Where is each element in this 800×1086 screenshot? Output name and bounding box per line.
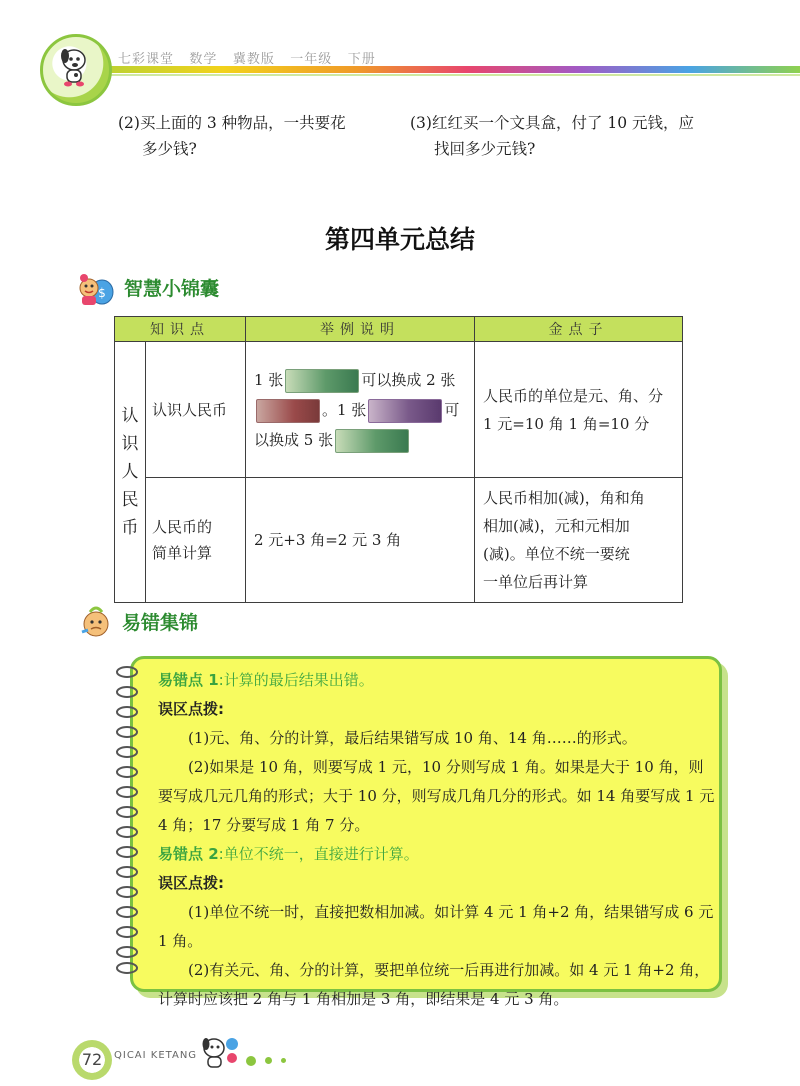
question-2-line1: (2)买上面的 3 种物品，一共要花 (118, 114, 346, 132)
table-row (115, 342, 683, 478)
tip-cell (475, 342, 683, 478)
mistake-point-1: 易错点 1:计算的最后结果出错。 (158, 671, 374, 689)
example-text: 。1 张 (322, 400, 367, 419)
mistake-label: 易错点 2 (158, 845, 219, 863)
spiral-binding-icon (112, 664, 142, 974)
page-number: 72 (72, 1040, 112, 1080)
category-char: 识 (121, 434, 139, 454)
tip-heading: 误区点拨: (158, 874, 224, 892)
example-calc: 2 元+3 角=2 元 3 角 (246, 478, 475, 603)
tip-line: 一单位后再计算 (483, 573, 589, 591)
tip-paragraph: (1)元、角、分的计算，最后结果错写成 10 角、14 角……的形式。 (188, 729, 637, 747)
header-rainbow-bar (60, 66, 800, 73)
question-2 (118, 110, 378, 162)
header-tips: 金点子 (475, 317, 683, 342)
thinking-face-icon (76, 602, 116, 642)
header-grade: 一年级 (290, 52, 333, 67)
question-3-line2: 找回多少元钱? (434, 140, 536, 158)
mistake-label: 易错点 1 (158, 671, 219, 689)
tip-line: 人民币的单位是元、角、分 (483, 386, 664, 405)
category-char: 人 (121, 462, 139, 482)
header-knowledge: 知识点 (115, 317, 246, 342)
banknote-image (368, 399, 442, 423)
dot-icon (281, 1058, 286, 1063)
question-3 (410, 110, 740, 162)
header-volume: 下册 (347, 52, 376, 67)
tip-paragraph: (1)单位不统一时，直接把数相加减。如计算 4 元 1 角+2 角，结果错写成 6 元 1 角。 (158, 903, 714, 950)
topic-line: 简单计算 (152, 544, 213, 562)
page-title: 第四单元总结 (324, 225, 475, 254)
question-2-line2: 多少钱? (142, 140, 197, 158)
tip-line: 相加(减)，元和元相加 (483, 517, 630, 535)
category-char: 币 (121, 518, 139, 538)
book-header (118, 48, 376, 67)
mistake-desc: 计算的最后结果出错。 (223, 671, 374, 689)
table-row (115, 478, 683, 603)
banknote-image (256, 399, 320, 423)
tip-paragraph: (2)有关元、角、分的计算，要把单位统一后再进行加减。如 4 元 1 角+2 角，计算时应该把 2 角与 1 角相加是 3 角，即结果是 4 元 3 角。 (158, 961, 710, 1008)
header-example: 举例说明 (246, 317, 475, 342)
header-underline (60, 74, 800, 76)
tip-line: 1 元=10 角 1 角=10 分 (483, 414, 650, 433)
tip-cell (475, 478, 683, 603)
section-heading-wisdom: 智慧小锦囊 (124, 278, 220, 300)
question-3-line1: (3)红红买一个文具盒，付了 10 元钱，应 (410, 114, 695, 132)
tip-line: 人民币相加(减)，角和角 (483, 489, 645, 507)
example-text: 以换成 5 张 (254, 430, 334, 449)
category-char: 民 (121, 490, 139, 510)
dog-mascot-icon (54, 44, 94, 88)
header-subject: 数学 (189, 52, 218, 67)
knowledge-table (114, 316, 683, 603)
mistake-point-2: 易错点 2:单位不统一，直接进行计算。 (158, 845, 419, 863)
decorative-dots (246, 1050, 290, 1069)
svg-text:$: $ (98, 286, 106, 300)
tip-line: (减)。单位不统一要统 (483, 545, 630, 563)
example-text: 可以换成 2 张 (361, 370, 456, 389)
tip-heading: 误区点拨: (158, 700, 224, 718)
topic-simple-calc (146, 478, 246, 603)
dot-icon (265, 1057, 272, 1064)
dot-icon (246, 1056, 256, 1066)
header-series: 七彩课堂 (118, 52, 175, 67)
topic-recognize-money: 认识人民币 (146, 342, 246, 478)
example-money-exchange (246, 342, 475, 478)
table-header-row (115, 317, 683, 342)
banknote-image (335, 429, 409, 453)
example-text: 1 张 (254, 370, 284, 389)
footer-label: QICAI KETANG (114, 1050, 198, 1061)
topic-line: 人民币的 (152, 518, 213, 536)
money-bag-icon (76, 268, 116, 308)
header-edition: 冀教版 (232, 52, 275, 67)
category-cell (115, 342, 146, 603)
footer-dog-icon (196, 1030, 242, 1076)
section-heading-mistakes: 易错集锦 (122, 612, 199, 634)
banknote-image (285, 369, 359, 393)
example-text: 可 (444, 400, 460, 419)
mistakes-content (158, 666, 718, 1014)
mistake-desc: 单位不统一，直接进行计算。 (223, 845, 419, 863)
category-char: 认 (121, 406, 139, 426)
tip-paragraph: (2)如果是 10 角，则要写成 1 元，10 分则写成 1 角。如果是大于 10 角，则要写成几元几角的形式；大于 10 分，则写成几角几分的形式。如 14 角要写成 1 元 4 角；17 分要写成 1 角 7 分。 (158, 758, 715, 834)
